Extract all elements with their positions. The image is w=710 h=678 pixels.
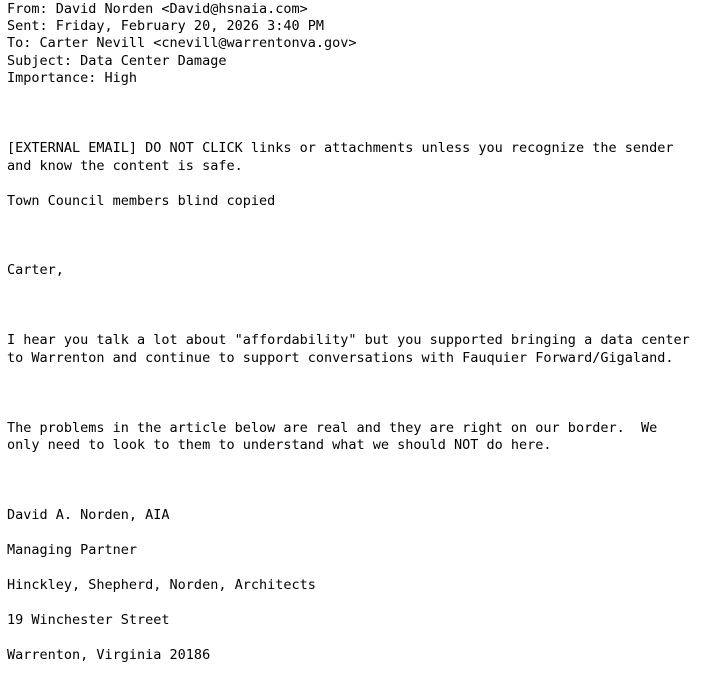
- signature-firm: Hinckley, Shepherd, Norden, Architects: [7, 577, 316, 593]
- bcc-note: Town Council members blind copied: [7, 193, 276, 209]
- signature-title: Managing Partner: [7, 542, 138, 558]
- external-warning-line-1: [EXTERNAL EMAIL] DO NOT CLICK links or attachments unless you recognize the sender: [7, 140, 674, 156]
- email-to: To: Carter Nevill <cnevill@warrentonva.gov>: [7, 35, 357, 51]
- email-importance: Importance: High: [7, 70, 138, 86]
- signature-city: Warrenton, Virginia 20186: [7, 647, 211, 663]
- signature-name: David A. Norden, AIA: [7, 507, 170, 523]
- signature-street: 19 Winchester Street: [7, 612, 170, 628]
- paragraph-1-line-2: to Warrenton and continue to support conversations with Fauquier Forward/Gigaland.: [7, 350, 674, 366]
- paragraph-2-line-1: The problems in the article below are real and they are right on our border. We: [7, 420, 658, 436]
- email-subject: Subject: Data Center Damage: [7, 53, 227, 69]
- paragraph-2-line-2: only need to look to them to understand what we should NOT do here.: [7, 437, 552, 453]
- paragraph-1-line-1: I hear you talk a lot about "affordability" but you supported bringing a data center: [7, 332, 690, 348]
- external-warning-line-2: and know the content is safe.: [7, 158, 243, 174]
- email-sent: Sent: Friday, February 20, 2026 3:40 PM: [7, 18, 324, 34]
- greeting: Carter,: [7, 262, 64, 278]
- email-from: From: David Norden <David@hsnaia.com>: [7, 1, 308, 17]
